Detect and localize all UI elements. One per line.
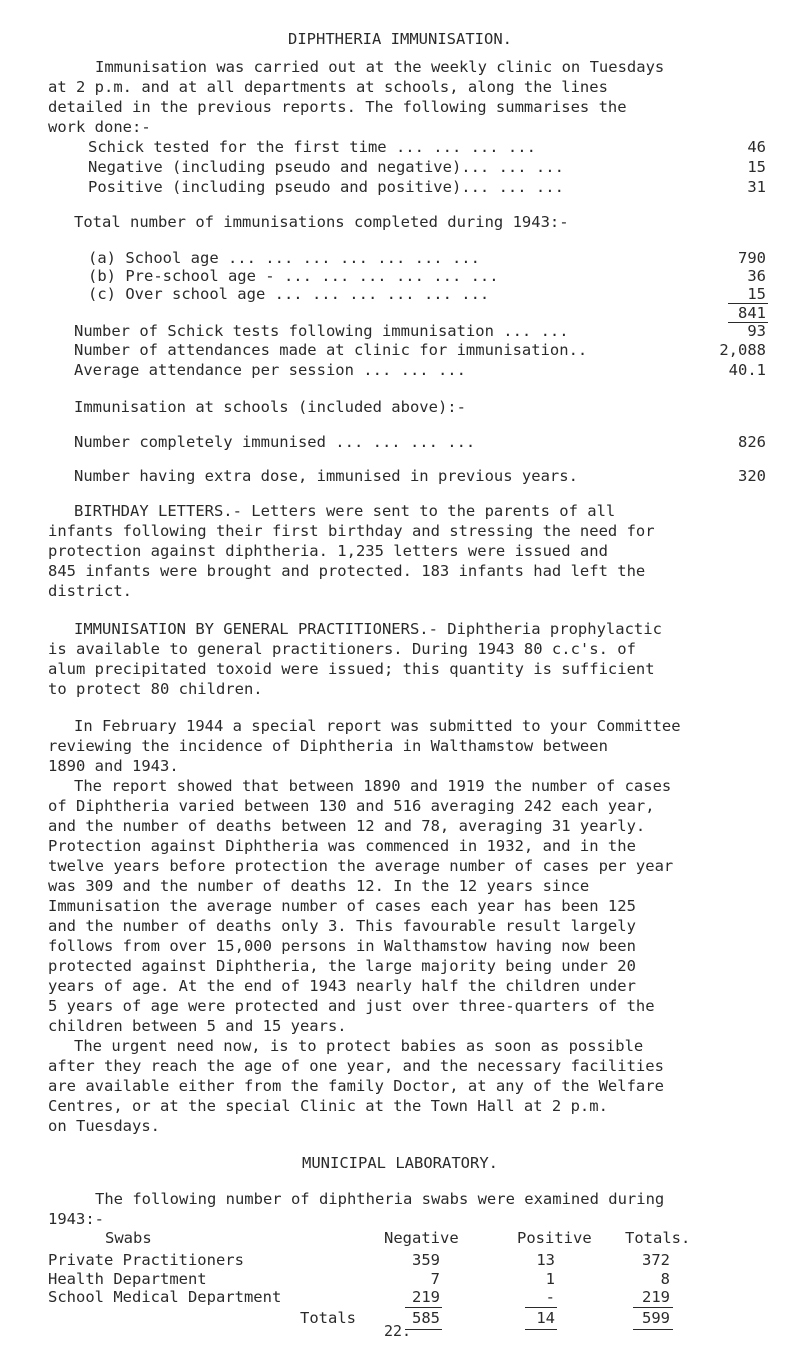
completed-label: (b) Pre-school age - ... ... ... ... ... ... (88, 267, 499, 285)
report-line: Centres, or at the special Clinic at the Town Hall at 2 p.m. (48, 1097, 608, 1115)
table-cell-label: School Medical Department (48, 1288, 282, 1306)
schick-value: 46 (747, 138, 766, 156)
gp-line: is available to general practitioners. During 1943 80 c.c's. of (48, 640, 636, 658)
report-line: protected against Diphtheria, the large majority being under 20 (48, 957, 636, 975)
gp-line: to protect 80 children. (48, 680, 263, 698)
table-total-positive: 14 (536, 1309, 555, 1327)
report-line: are available either from the family Doctor, at any of the Welfare (48, 1077, 664, 1095)
table-header-swabs: Swabs (105, 1229, 152, 1247)
table-cell-negative: 219 (412, 1288, 440, 1306)
table-header-positive: Positive (517, 1229, 592, 1247)
report-line: was 309 and the number of deaths 12. In the 12 years since (48, 877, 590, 895)
table-total-negative: 585 (412, 1309, 440, 1327)
birthday-line: 845 infants were brought and protected. 183 infants had left the (48, 562, 646, 580)
total-heading: Total number of immunisations completed during 1943:- (74, 213, 569, 231)
completed-label: (c) Over school age ... ... ... ... ... ... (88, 285, 490, 303)
birthday-line: infants following their first birthday and stressing the need for (48, 522, 655, 540)
report-line: The report showed that between 1890 and 1919 the number of cases (74, 777, 672, 795)
completed-label: (a) School age ... ... ... ... ... ... ... (88, 249, 480, 267)
intro-line: at 2 p.m. and at all departments at schools, along the lines (48, 78, 608, 96)
report-line: follows from over 15,000 persons in Walthamstow having now been (48, 937, 636, 955)
report-line: Immunisation the average number of cases each year has been 125 (48, 897, 636, 915)
birthday-line: BIRTHDAY LETTERS.- Letters were sent to the parents of all (74, 502, 616, 520)
table-total-total: 599 (642, 1309, 670, 1327)
stats-value: 93 (747, 322, 766, 340)
schools-heading: Immunisation at schools (included above):- (74, 398, 466, 416)
table-cell-total: 372 (642, 1251, 670, 1269)
completed-value: 790 (738, 249, 766, 267)
table-rule (525, 1329, 557, 1330)
report-line: Protection against Diphtheria was commenced in 1932, and in the (48, 837, 636, 855)
gp-line: alum precipitated toxoid were issued; this quantity is sufficient (48, 660, 655, 678)
table-cell-positive: - (545, 1288, 555, 1306)
report-line: of Diphtheria varied between 130 and 516 averaging 242 each year, (48, 797, 655, 815)
report-line: In February 1944 a special report was submitted to your Committee (74, 717, 681, 735)
gp-line: IMMUNISATION BY GENERAL PRACTITIONERS.- Diphtheria prophylactic (74, 620, 662, 638)
stats-value: 2,088 (719, 341, 766, 359)
table-rule (633, 1307, 673, 1308)
table-cell-label: Health Department (48, 1270, 207, 1288)
report-line: 5 years of age were protected and just over three-quarters of the (48, 997, 655, 1015)
report-line: and the number of deaths between 12 and 78, averaging 31 yearly. (48, 817, 646, 835)
completed-value: 15 (747, 285, 766, 303)
schools-label: Number completely immunised ... ... ... ... (74, 433, 476, 451)
table-cell-positive: 13 (536, 1251, 555, 1269)
lab-intro-line: 1943:- (48, 1210, 104, 1228)
page-number: 22. (384, 1322, 412, 1340)
report-line: The urgent need now, is to protect babies as soon as possible (74, 1037, 644, 1055)
schools-label: Number having extra dose, immunised in previous years. (74, 467, 578, 485)
schick-label: Negative (including pseudo and negative)... ... ... (88, 158, 564, 176)
page-title: DIPHTHERIA IMMUNISATION. (288, 30, 512, 48)
lab-title: MUNICIPAL LABORATORY. (302, 1154, 498, 1172)
table-cell-negative: 7 (430, 1270, 440, 1288)
table-totals-label: Totals (300, 1309, 356, 1327)
table-cell-positive: 1 (545, 1270, 555, 1288)
table-rule (405, 1307, 442, 1308)
report-line: after they reach the age of one year, and the necessary facilities (48, 1057, 664, 1075)
schick-label: Schick tested for the first time ... ... ... ... (88, 138, 536, 156)
stats-label: Number of Schick tests following immunisation ... ... (74, 322, 569, 340)
table-rule (525, 1307, 557, 1308)
table-cell-label: Private Practitioners (48, 1251, 244, 1269)
table-cell-total: 8 (660, 1270, 670, 1288)
birthday-line: district. (48, 582, 132, 600)
stats-label: Average attendance per session ... ... ... (74, 361, 466, 379)
schick-value: 31 (747, 178, 766, 196)
schools-value: 826 (738, 433, 766, 451)
report-line: children between 5 and 15 years. (48, 1017, 347, 1035)
table-cell-negative: 359 (412, 1251, 440, 1269)
table-rule (633, 1329, 673, 1330)
stats-value: 40.1 (728, 361, 766, 379)
schools-value: 320 (738, 467, 766, 485)
report-line: reviewing the incidence of Diphtheria in Walthamstow between (48, 737, 608, 755)
intro-line: work done:- (48, 118, 151, 136)
lab-intro-line: The following number of diphtheria swabs were examined during (95, 1190, 665, 1208)
table-cell-total: 219 (642, 1288, 670, 1306)
table-header-totals: Totals. (625, 1229, 691, 1247)
completed-total: 841 (738, 304, 766, 322)
report-line: years of age. At the end of 1943 nearly half the children under (48, 977, 636, 995)
table-header-negative: Negative (384, 1229, 459, 1247)
schick-label: Positive (including pseudo and positive)... ... ... (88, 178, 564, 196)
report-line: on Tuesdays. (48, 1117, 160, 1135)
schick-value: 15 (747, 158, 766, 176)
completed-value: 36 (747, 267, 766, 285)
birthday-line: protection against diphtheria. 1,235 letters were issued and (48, 542, 608, 560)
report-line: and the number of deaths only 3. This favourable result largely (48, 917, 636, 935)
intro-line: Immunisation was carried out at the weekly clinic on Tuesdays (95, 58, 665, 76)
report-line: twelve years before protection the average number of cases per year (48, 857, 674, 875)
report-line: 1890 and 1943. (48, 757, 179, 775)
stats-label: Number of attendances made at clinic for immunisation.. (74, 341, 588, 359)
intro-line: detailed in the previous reports. The following summarises the (48, 98, 627, 116)
